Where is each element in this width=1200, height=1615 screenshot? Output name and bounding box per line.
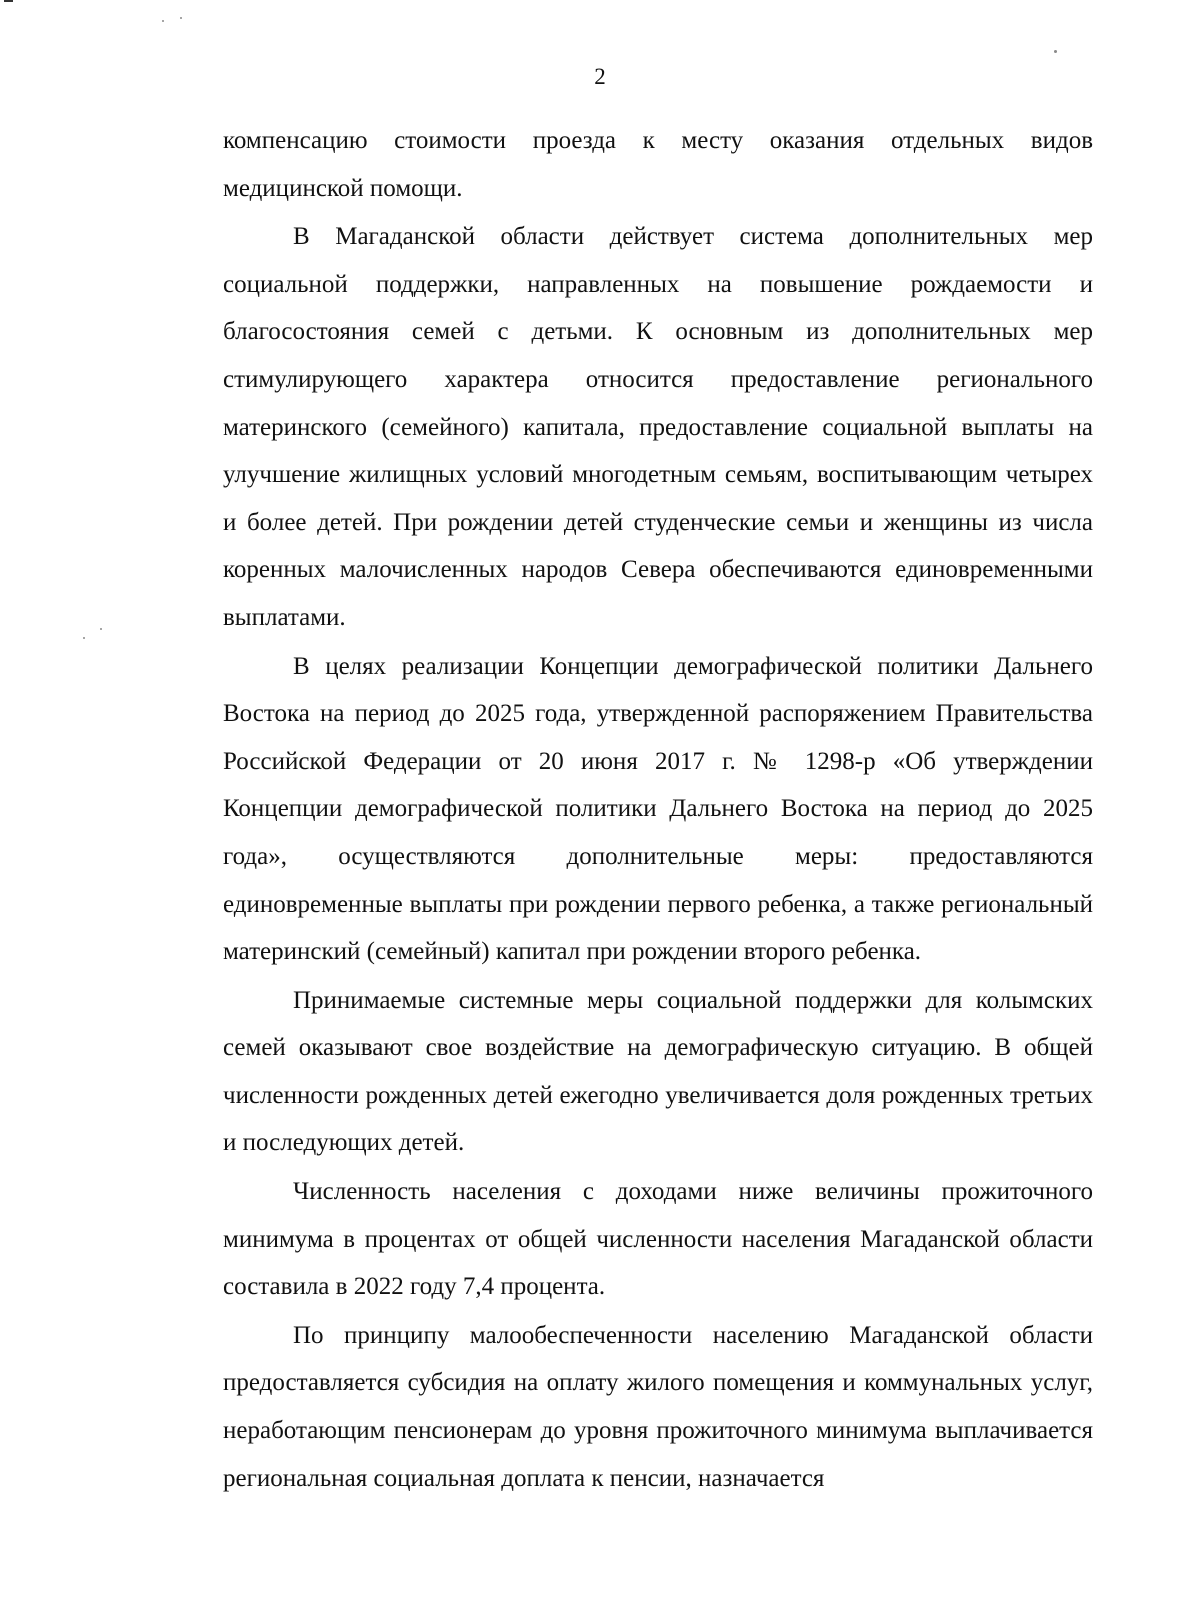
scan-speck [162, 20, 164, 22]
paragraph-continuation: компенсацию стоимости проезда к месту оказания отдельных видов медицинской помощи. [223, 127, 1093, 202]
paragraph-kolyma-families: Принимаемые системные меры социальной поддержки для колымских семей оказывают свое воздействие на демографическую ситуацию. В общей численности рожденных детей ежегодно увеличивается доля рожденных третьих и последующих детей. [223, 986, 1093, 1157]
paragraph-subsistence-minimum: Численность населения с доходами ниже величины прожиточного минимума в процентах от общей численности населения Магаданской области составила в 2022 году 7,4 процента. [223, 1178, 1093, 1301]
document-body [223, 117, 1093, 1502]
scan-speck [4, 0, 13, 2]
scan-speck [83, 637, 85, 639]
scan-speck [100, 628, 102, 630]
scan-speck [180, 17, 182, 19]
paragraph-low-income-subsidies: По принципу малообеспеченности населению Магаданской области предоставляется субсидия на оплату жилого помещения и коммунальных услуг, неработающим пенсионерам до уровня прожиточного минимума выплачивается региональная социальная доплата к пенсии, назначается [223, 1321, 1093, 1492]
scan-speck [1054, 50, 1057, 53]
page-number: 2 [594, 64, 606, 89]
paragraph-social-support-measures: В Магаданской области действует система дополнительных мер социальной поддержки, направленных на повышение рождаемости и благосостояния семей с детьми. К основным из дополнительных мер стимулирующего характера относится предоставление регионального материнского (семейного) капитала, предоставление социальной выплаты на улучшение жилищных условий многодетным семьям, воспитывающим четырех и более детей. При рождении детей студенческие семьи и женщины из числа коренных малочисленных народов Севера обеспечиваются единовременными выплатами. [223, 223, 1093, 631]
paragraph-demographic-concept: В целях реализации Концепции демографической политики Дальнего Востока на период до 2025 года, утвержденной распоряжением Правительства Российской Федерации от 20 июня 2017 г. № 1298-р «Об утверждении Концепции демографической политики Дальнего Востока на период до 2025 года», осуществляются дополнительные меры: предоставляются единовременные выплаты при рождении первого ребенка, а также региональный материнский (семейный) капитал при рождении второго ребенка. [223, 652, 1093, 966]
